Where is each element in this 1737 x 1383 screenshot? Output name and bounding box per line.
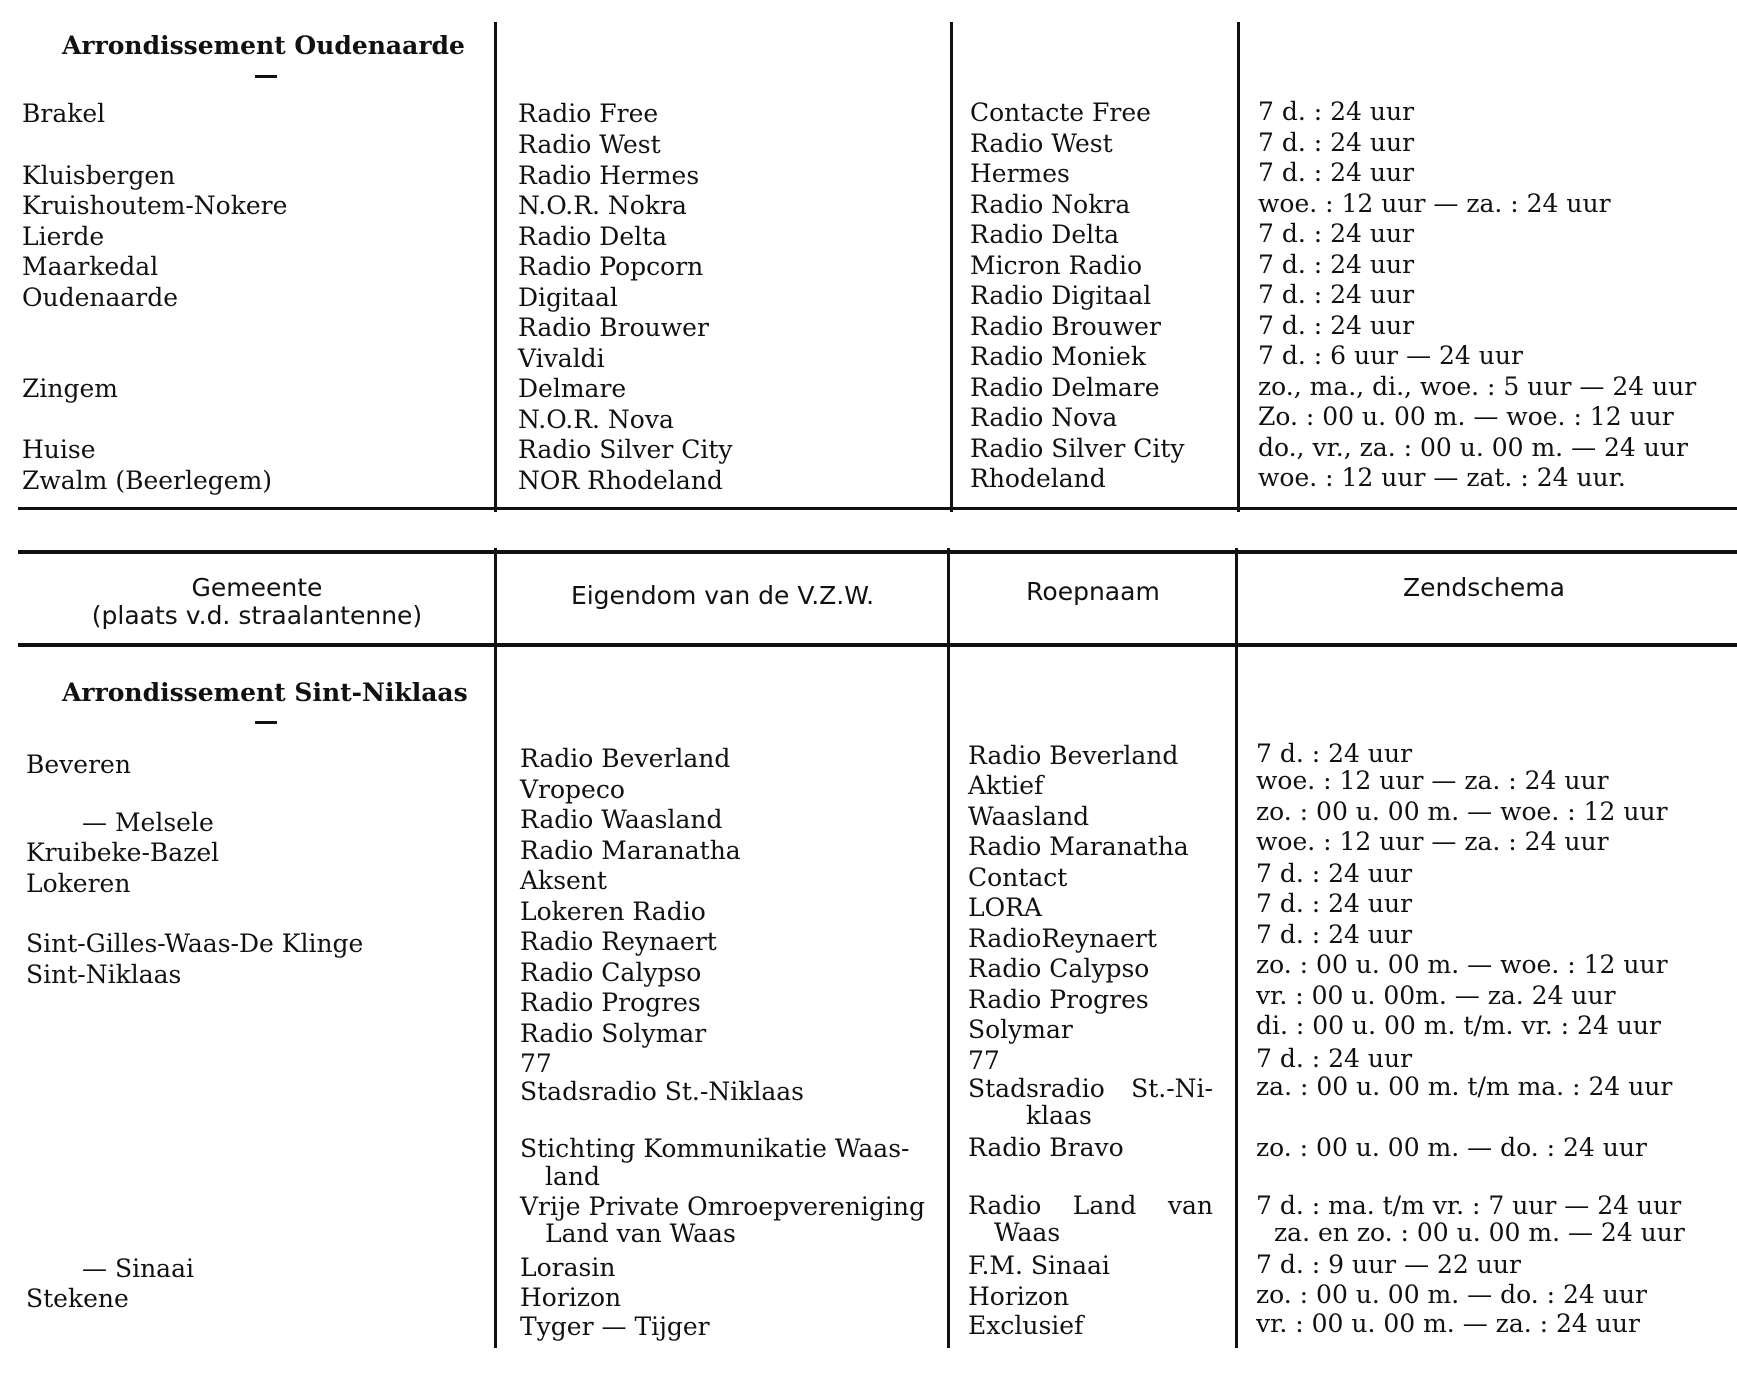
eigendom-cell: Radio Calypso <box>520 958 702 987</box>
gemeente-cell: Lierde <box>22 222 105 251</box>
eigendom-cell: Stadsradio St.-Niklaas <box>520 1077 804 1106</box>
roepnaam-cell: Hermes <box>970 159 1070 188</box>
roepnaam-cell: Radio Digitaal <box>970 281 1152 310</box>
eigendom-cell: Radio Brouwer <box>518 313 709 342</box>
zendschema-cell: 7 d. : 24 uur <box>1258 128 1415 157</box>
gemeente-cell-indented: — Sinaai <box>82 1254 194 1283</box>
zendschema-cell: zo. : 00 u. 00 m. — woe. : 12 uur <box>1256 950 1668 979</box>
column-rule-3-bottom <box>1235 548 1238 1348</box>
eigendom-cell: N.O.R. Nova <box>518 405 674 434</box>
eigendom-cell: Radio West <box>518 130 661 159</box>
zendschema-cell: zo. : 00 u. 00 m. — do. : 24 uur <box>1256 1133 1647 1162</box>
eigendom-cell-continued: land <box>545 1162 601 1191</box>
gemeente-cell: Kruishoutem-Nokere <box>22 191 288 220</box>
roepnaam-cell: Contacte Free <box>970 98 1151 127</box>
roepnaam-cell: Contact <box>968 863 1068 892</box>
eigendom-cell: Stichting Kommunikatie Waas- <box>520 1134 910 1163</box>
column-rule-1-bottom <box>494 548 497 1348</box>
roepnaam-cell: Radio West <box>970 129 1113 158</box>
eigendom-cell: Aksent <box>520 866 607 895</box>
gemeente-cell: Huise <box>22 435 96 464</box>
eigendom-cell: Radio Beverland <box>520 744 731 773</box>
header-zendschema: Zendschema <box>1403 573 1565 602</box>
eigendom-cell: Radio Solymar <box>520 1019 707 1048</box>
roepnaam-cell: Radio Progres <box>968 985 1149 1014</box>
eigendom-cell: 77 <box>520 1049 552 1078</box>
zendschema-cell: 7 d. : 24 uur <box>1256 859 1413 888</box>
zendschema-cell: zo. : 00 u. 00 m. — woe. : 12 uur <box>1256 797 1668 826</box>
section-title: Arrondissement Oudenaarde <box>62 31 465 60</box>
roepnaam-cell: Rhodeland <box>970 464 1106 493</box>
roepnaam-cell: RadioReynaert <box>968 924 1157 953</box>
column-rule-2-top <box>950 22 953 512</box>
eigendom-cell: Digitaal <box>518 283 618 312</box>
zendschema-cell: do., vr., za. : 00 u. 00 m. — 24 uur <box>1258 433 1688 462</box>
eigendom-cell: Lokeren Radio <box>520 897 706 926</box>
eigendom-cell: N.O.R. Nokra <box>518 191 687 220</box>
roepnaam-word: Land <box>1072 1191 1137 1220</box>
eigendom-cell: Radio Hermes <box>518 161 700 190</box>
header-gemeente <box>22 574 492 630</box>
eigendom-cell: Vropeco <box>520 775 625 804</box>
zendschema-cell: 7 d. : 9 uur — 22 uur <box>1256 1250 1521 1279</box>
roepnaam-word: St.-Ni- <box>1131 1074 1213 1103</box>
header-roepnaam: Roepnaam <box>1026 577 1160 606</box>
zendschema-cell: woe. : 12 uur — za. : 24 uur <box>1256 827 1609 856</box>
roepnaam-word: Radio <box>968 1191 1042 1220</box>
roepnaam-cell: Radio Beverland <box>968 741 1179 770</box>
eigendom-cell: NOR Rhodeland <box>518 466 723 495</box>
column-rule-2-bottom <box>947 548 950 1348</box>
zendschema-cell: 7 d. : 24 uur <box>1258 219 1415 248</box>
roepnaam-cell: Radio Maranatha <box>968 832 1189 861</box>
eigendom-cell: Radio Silver City <box>518 435 733 464</box>
zendschema-cell: woe. : 12 uur — zat. : 24 uur. <box>1258 463 1626 492</box>
roepnaam-cell: Radio Calypso <box>968 954 1150 983</box>
zendschema-cell: 7 d. : 24 uur <box>1256 920 1413 949</box>
eigendom-cell: Radio Maranatha <box>520 836 741 865</box>
zendschema-cell: 7 d. : 24 uur <box>1258 311 1415 340</box>
roepnaam-cell-justified <box>968 1191 1213 1220</box>
eigendom-cell: Delmare <box>518 374 627 403</box>
header-gemeente-line2: (plaats v.d. straalantenne) <box>91 601 423 630</box>
gemeente-cell: Lokeren <box>26 869 131 898</box>
zendschema-cell: vr. : 00 u. 00 m. — za. : 24 uur <box>1256 1309 1640 1338</box>
gemeente-cell: Brakel <box>22 99 106 128</box>
eigendom-cell: Vivaldi <box>518 344 605 373</box>
roepnaam-cell: Solymar <box>968 1015 1073 1044</box>
zendschema-cell: 7 d. : 24 uur <box>1256 889 1413 918</box>
gemeente-cell: Kruibeke-Bazel <box>26 838 220 867</box>
zendschema-cell: 7 d. : 24 uur <box>1258 250 1415 279</box>
roepnaam-cell: Radio Nokra <box>970 190 1131 219</box>
zendschema-cell-continued: za. en zo. : 00 u. 00 m. — 24 uur <box>1274 1218 1685 1247</box>
roepnaam-cell: F.M. Sinaai <box>968 1251 1110 1280</box>
section1-bottom-rule <box>18 507 1737 510</box>
roepnaam-cell: 77 <box>968 1046 1000 1075</box>
roepnaam-cell: Radio Delmare <box>970 373 1160 402</box>
title-dash <box>255 75 277 78</box>
eigendom-cell: Radio Delta <box>518 222 668 251</box>
column-rule-3-top <box>1237 22 1240 512</box>
roepnaam-cell: Aktief <box>968 771 1044 800</box>
zendschema-cell: 7 d. : 24 uur <box>1256 739 1413 768</box>
zendschema-cell: 7 d. : ma. t/m vr. : 7 uur — 24 uur <box>1256 1191 1682 1220</box>
zendschema-cell: 7 d. : 6 uur — 24 uur <box>1258 341 1523 370</box>
roepnaam-cell: Exclusief <box>968 1311 1084 1340</box>
column-rule-1-top <box>494 22 497 512</box>
eigendom-cell-continued: Land van Waas <box>545 1219 736 1248</box>
header-top-rule <box>18 550 1737 554</box>
section-title: Arrondissement Sint-Niklaas <box>62 678 468 707</box>
gemeente-cell: Kluisbergen <box>22 161 176 190</box>
gemeente-cell: Maarkedal <box>22 252 159 281</box>
roepnaam-word: Stadsradio <box>968 1074 1105 1103</box>
roepnaam-cell: Radio Delta <box>970 220 1120 249</box>
roepnaam-cell: Radio Silver City <box>970 434 1185 463</box>
eigendom-cell: Radio Progres <box>520 988 701 1017</box>
gemeente-cell: Stekene <box>26 1284 129 1313</box>
zendschema-cell: Zo. : 00 u. 00 m. — woe. : 12 uur <box>1258 402 1674 431</box>
eigendom-cell: Radio Waasland <box>520 805 723 834</box>
zendschema-cell: vr. : 00 u. 00m. — za. 24 uur <box>1256 981 1616 1010</box>
eigendom-cell: Radio Reynaert <box>520 927 717 956</box>
roepnaam-cell-continued: Waas <box>994 1218 1061 1247</box>
zendschema-cell: 7 d. : 24 uur <box>1258 280 1415 309</box>
roepnaam-word: van <box>1167 1191 1213 1220</box>
zendschema-cell: 7 d. : 24 uur <box>1256 1044 1413 1073</box>
roepnaam-cell: Radio Nova <box>970 403 1118 432</box>
eigendom-cell: Horizon <box>520 1283 622 1312</box>
zendschema-cell: za. : 00 u. 00 m. t/m ma. : 24 uur <box>1256 1072 1673 1101</box>
eigendom-cell: Lorasin <box>520 1253 616 1282</box>
roepnaam-cell: Radio Bravo <box>968 1133 1124 1162</box>
gemeente-cell: Sint-Niklaas <box>26 960 182 989</box>
gemeente-cell: Beveren <box>26 750 131 779</box>
roepnaam-cell: Radio Moniek <box>970 342 1146 371</box>
header-gemeente-line1: Gemeente <box>191 573 323 602</box>
header-eigendom: Eigendom van de V.Z.W. <box>570 581 875 610</box>
zendschema-cell: zo. : 00 u. 00 m. — do. : 24 uur <box>1256 1280 1647 1309</box>
zendschema-cell: 7 d. : 24 uur <box>1258 97 1415 126</box>
zendschema-cell: woe. : 12 uur — za. : 24 uur <box>1256 766 1609 795</box>
roepnaam-cell-continued: klaas <box>1026 1101 1092 1130</box>
gemeente-cell: Sint-Gilles-Waas-De Klinge <box>26 929 364 958</box>
gemeente-cell: Zingem <box>22 374 118 403</box>
roepnaam-cell: Radio Brouwer <box>970 312 1161 341</box>
gemeente-cell: Zwalm (Beerlegem) <box>22 466 273 495</box>
eigendom-cell: Tyger — Tijger <box>520 1312 710 1341</box>
roepnaam-cell-justified <box>968 1074 1213 1103</box>
eigendom-cell: Radio Popcorn <box>518 252 704 281</box>
zendschema-cell: zo., ma., di., woe. : 5 uur — 24 uur <box>1258 372 1697 401</box>
roepnaam-cell: Micron Radio <box>970 251 1142 280</box>
zendschema-cell: di. : 00 u. 00 m. t/m. vr. : 24 uur <box>1256 1011 1661 1040</box>
roepnaam-cell: Waasland <box>968 802 1090 831</box>
header-bottom-rule <box>18 643 1737 647</box>
eigendom-cell: Vrije Private Omroepvereniging <box>520 1192 925 1221</box>
eigendom-cell: Radio Free <box>518 99 659 128</box>
roepnaam-cell: Horizon <box>968 1282 1070 1311</box>
gemeente-cell: Oudenaarde <box>22 283 179 312</box>
gemeente-cell-indented: — Melsele <box>82 808 214 837</box>
zendschema-cell: 7 d. : 24 uur <box>1258 158 1415 187</box>
title-dash <box>255 721 277 724</box>
zendschema-cell: woe. : 12 uur — za. : 24 uur <box>1258 189 1611 218</box>
roepnaam-cell: LORA <box>968 893 1042 922</box>
